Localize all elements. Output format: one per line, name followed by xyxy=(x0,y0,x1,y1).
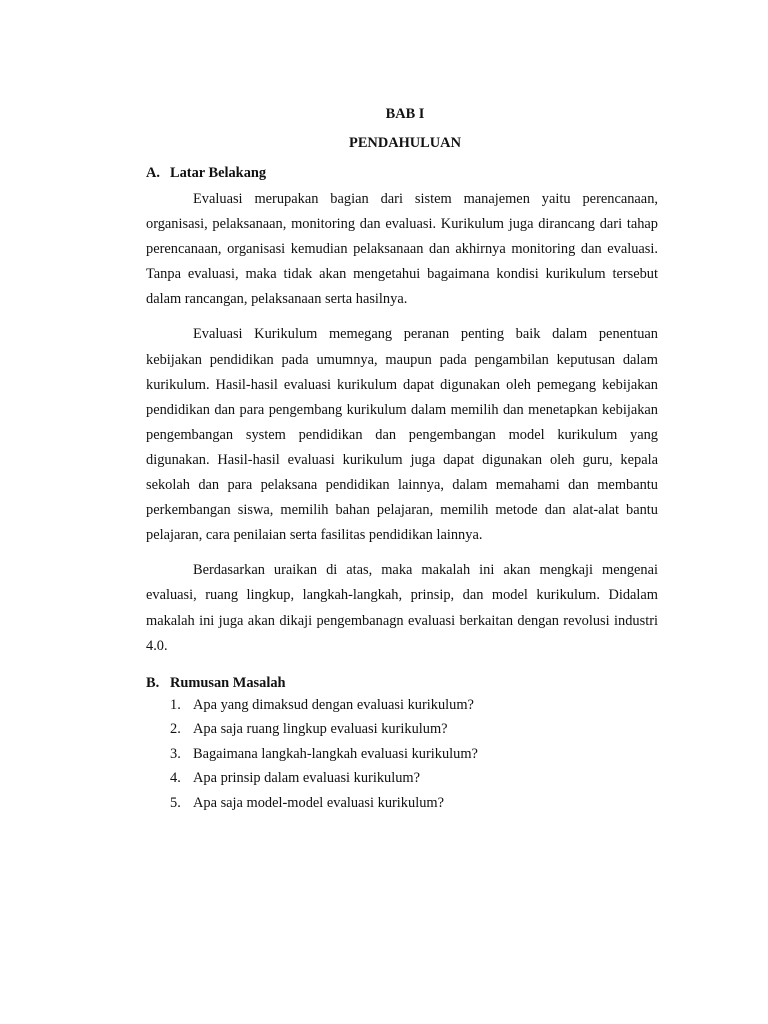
list-item-number: 5. xyxy=(170,794,181,811)
list-item-number: 1. xyxy=(170,696,181,713)
section-a-title: Latar Belakang xyxy=(170,165,267,181)
section-b-heading xyxy=(146,673,658,693)
list-item-text: Apa yang dimaksud dengan evaluasi kurikulum? xyxy=(193,696,474,713)
section-a-letter: A. xyxy=(146,165,160,181)
list-item xyxy=(146,693,658,718)
list-item-text: Apa saja ruang lingkup evaluasi kurikulum? xyxy=(193,721,448,738)
list-item-number: 4. xyxy=(170,770,181,787)
section-b-letter: B. xyxy=(146,674,160,691)
page-content xyxy=(146,104,658,815)
list-item xyxy=(146,791,658,816)
paragraph-3: Berdasarkan uraikan di atas, maka makalah ini akan mengkaji mengenai evaluasi, ruang lingkup, langkah-langkah, prinsip, dan model kurikulum. Didalam makalah ini juga akan dikaji pengembanagn evaluasi berkaitan dengan revolusi industri 4.0. xyxy=(146,562,658,654)
section-b-title: Rumusan Masalah xyxy=(170,674,286,691)
list-item xyxy=(146,766,658,791)
paragraph-2: Evaluasi Kurikulum memegang peranan penting baik dalam penentuan kebijakan pendidikan pada umumnya, maupun pada pengambilan keputusan dalam kurikulum. Hasil-hasil evaluasi kurikulum dapat digunakan oleh pemegang kebijakan pendidikan dan para pengembang kurikulum dalam memilih dan menetapkan kebijakan pengembangan system pendidikan dan pengembangan model kurikulum yang digunakan. Hasil-hasil evaluasi kurikulum juga dapat digunakan oleh guru, kepala sekolah dan para pelaksana pendidikan lainnya, dalam memahami dan membantu perkembangan siswa, memilih bahan pelajaran, memilih metode dan alat-alat bantu pelajaran, cara penilaian serta fasilitas pendidikan lainnya. xyxy=(146,326,658,544)
list-item-text: Bagaimana langkah-langkah evaluasi kurikulum? xyxy=(193,745,478,762)
list-item-text: Apa saja model-model evaluasi kurikulum? xyxy=(193,794,444,811)
list-item-text: Apa prinsip dalam evaluasi kurikulum? xyxy=(193,770,420,787)
list-item xyxy=(146,742,658,767)
chapter-number: BAB I xyxy=(385,106,425,122)
chapter-title: PENDAHULUAN xyxy=(349,135,461,151)
section-a-heading xyxy=(146,163,658,183)
list-item xyxy=(146,717,658,742)
list-item-number: 3. xyxy=(170,745,181,762)
question-list xyxy=(146,693,658,816)
paragraph-1: Evaluasi merupakan bagian dari sistem manajemen yaitu perencanaan, organisasi, pelaksanaan, monitoring dan evaluasi. Kurikulum juga dirancang dari tahap perencanaan, organisasi kemudian pelaksanaan dan akhirnya monitoring dan evaluasi. Tanpa evaluasi, maka tidak akan mengetahui bagaimana kondisi kurikulum tersebut dalam rancangan, pelaksanaan serta hasilnya. xyxy=(146,191,658,308)
list-item-number: 2. xyxy=(170,721,181,738)
